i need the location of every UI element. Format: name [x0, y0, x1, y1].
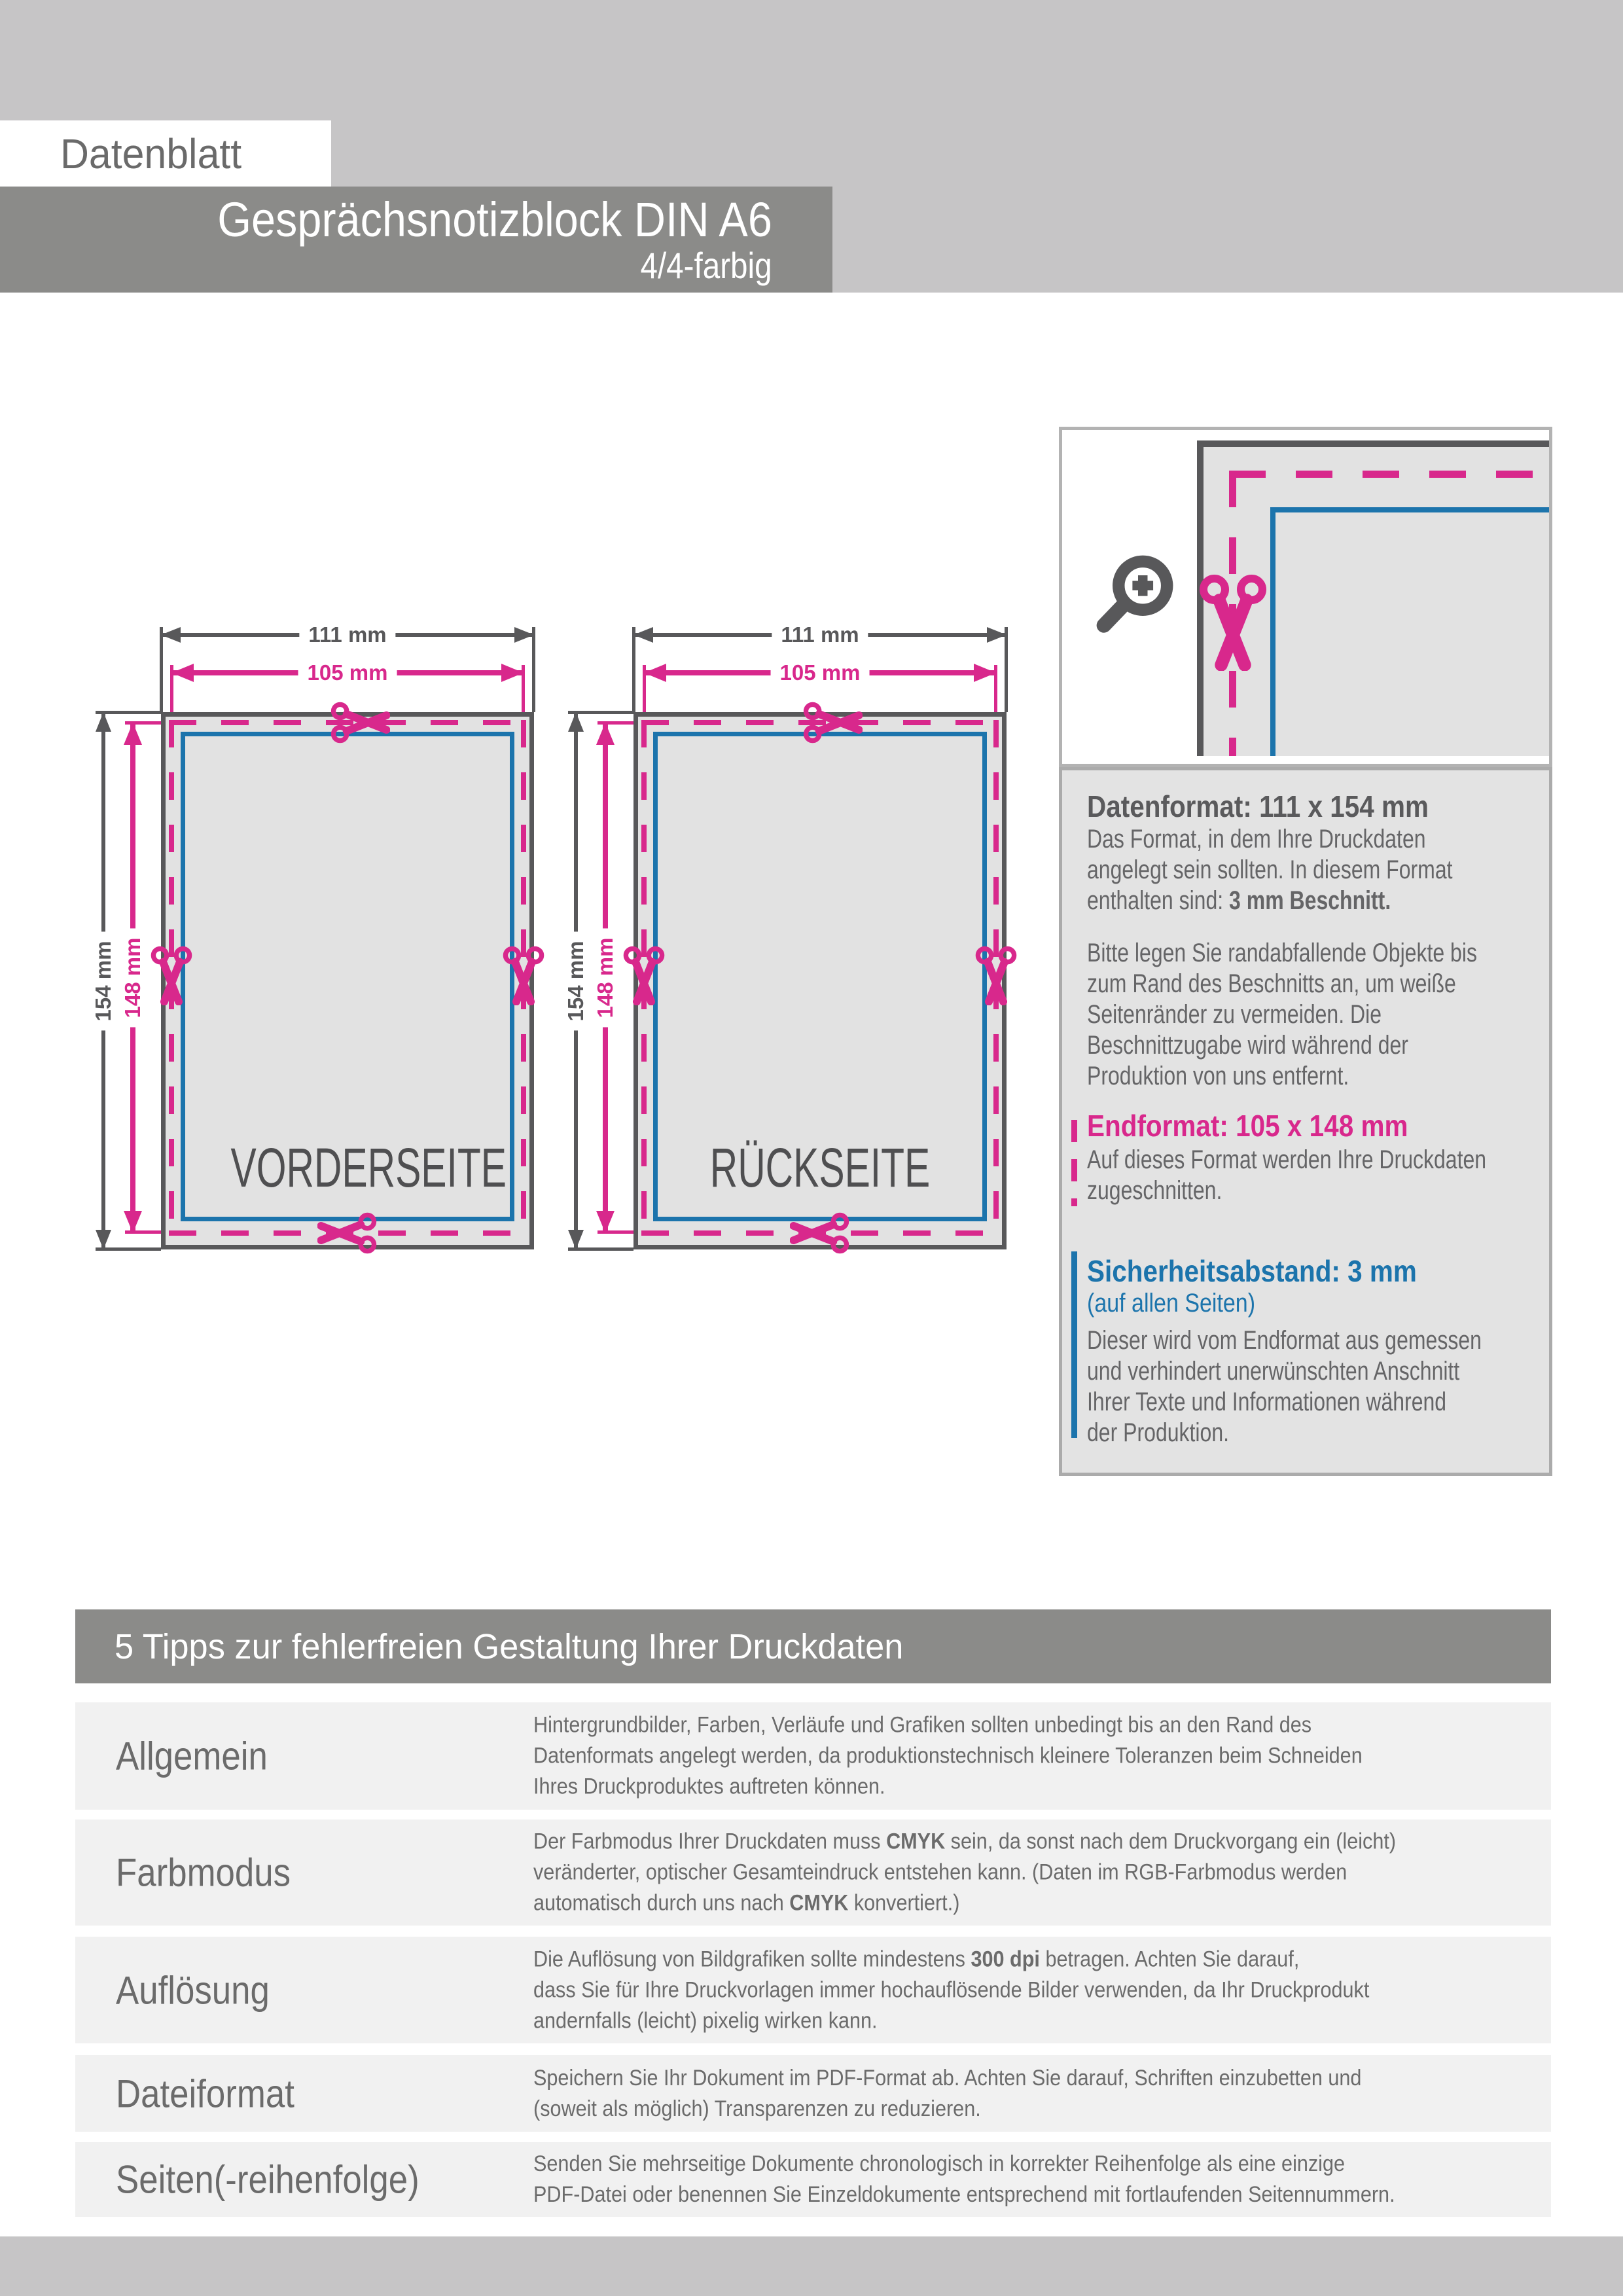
product-subtitle: 4/4-farbig [640, 245, 772, 286]
product-title: Gesprächsnotizblock DIN A6 [217, 192, 772, 247]
datenformat-text-2: Bitte legen Sie randabfallende Objekte bis zum Rand des Beschnitts an, um weiße Seitenränder zu vermeiden. Die Beschnittzugabe wird während der Produktion von uns entfernt. [1087, 939, 1477, 1090]
title-bar [0, 187, 832, 293]
dimension-outer-width [161, 622, 534, 647]
sicherheitsabstand-accent-line [1071, 1251, 1077, 1438]
dimension-outer-height [91, 712, 115, 1249]
diagram-back [535, 609, 1020, 1263]
scissors-icon [614, 945, 674, 1005]
tip-text: Senden Sie mehrseitige Dokumente chronologisch in korrekter Reihenfolge als eine einzige PDF-Datei oder benennen Sie Einzeldokumente entsprechend mit fortlaufenden Seitennummern. [533, 2151, 1395, 2207]
dimension-outer-width [633, 622, 1007, 647]
tips-header-bar [75, 1609, 1551, 1683]
side-label: VORDERSEITE [230, 1137, 507, 1198]
dimension-trim-height [120, 723, 145, 1233]
tip-label: Farbmodus [116, 1850, 291, 1895]
tip-label: Seiten(-reihenfolge) [116, 2157, 419, 2202]
tip-label: Dateiformat [116, 2072, 294, 2115]
dimension-trim-width [644, 660, 996, 685]
datenblatt-tag-box [0, 120, 331, 187]
tip-row-aufloesung [75, 1937, 1551, 2043]
scissors-icon [141, 945, 202, 1005]
endformat-text: Auf dieses Format werden Ihre Druckdaten zugeschnitten. [1087, 1145, 1487, 1205]
sicherheitsabstand-text: Dieser wird vom Endformat aus gemessen und verhindert unerwünschten Anschnitt Ihrer Texte und Informationen während der Produktion. [1087, 1326, 1482, 1447]
tip-row-seitenreihenfolge [75, 2142, 1551, 2217]
trim-height-label: 148 mm [119, 929, 147, 1028]
detail-cut-line-horizontal [1229, 471, 1550, 478]
scissors-icon [790, 1203, 850, 1263]
detail-sheet-edge-horizontal [1197, 440, 1550, 447]
tip-label: Auflösung [116, 1968, 270, 2012]
dimension-trim-width [171, 660, 524, 685]
datenblatt-tag: Datenblatt [60, 130, 242, 177]
outer-height-label: 154 mm [90, 931, 117, 1030]
outer-height-label: 154 mm [562, 931, 590, 1030]
extension-line [160, 627, 163, 712]
trim-height-label: 148 mm [592, 929, 619, 1028]
tip-row-dateiformat [75, 2055, 1551, 2132]
tip-row-farbmodus [75, 1820, 1551, 1926]
tip-label: Allgemein [116, 1734, 268, 1778]
scissors-icon [330, 692, 390, 753]
trim-width-label: 105 mm [298, 659, 397, 687]
tip-text: Die Auflösung von Bildgrafiken sollte mindestens 300 dpi betragen. Achten Sie darauf, dass Sie für Ihre Druckvorlagen immer hochauflösende Bilder verwenden, da Ihr Druckprodukt andernfalls (leicht) pixelig wirken kann. [533, 1946, 1370, 2033]
trim-width-label: 105 mm [771, 659, 870, 687]
sicherheitsabstand-heading: Sicherheitsabstand: 3 mm [1087, 1254, 1417, 1288]
format-info-panel [1059, 767, 1552, 1476]
diagram-front [63, 609, 547, 1263]
tips-header: 5 Tipps zur fehlerfreien Gestaltung Ihrer Druckdaten [115, 1626, 904, 1666]
tip-row-allgemein [75, 1702, 1551, 1810]
magnifier-icon [1094, 549, 1180, 639]
tip-text: Speichern Sie Ihr Dokument im PDF-Format ab. Achten Sie darauf, Schriften einzubetten und (soweit als möglich) Transparenzen zu reduzieren. [533, 2065, 1362, 2121]
tip-text: Der Farbmodus Ihrer Druckdaten muss CMYK sein, da sonst nach dem Druckvorgang ein (leicht) veränderter, optischer Gesamteindruck entstehen kann. (Daten im RGB-Farbmodus werden automatisch durch uns nach CMYK konvertiert.) [533, 1829, 1397, 1916]
side-label: RÜCKSEITE [709, 1137, 931, 1198]
detail-safety-line-horizontal [1270, 507, 1550, 512]
scissors-icon [802, 692, 863, 753]
extension-line [632, 627, 635, 712]
tip-text: Hintergrundbilder, Farben, Verläufe und Grafiken sollten unbedingt bis an den Rand des Datenformats angelegt werden, da produktionstechnisch kleinere Toleranzen beim Schneiden Ihres Druckproduktes auftreten können. [533, 1712, 1363, 1799]
zoom-detail-box [1059, 427, 1552, 767]
sicherheitsabstand-subheading: (auf allen Seiten) [1087, 1289, 1256, 1318]
dimension-outer-height [563, 712, 588, 1249]
endformat-accent-line [1071, 1120, 1077, 1206]
endformat-heading: Endformat: 105 x 148 mm [1087, 1109, 1408, 1143]
scissors-icon [966, 945, 1026, 1005]
dimension-trim-height [593, 723, 617, 1233]
extension-line [1005, 627, 1008, 712]
scissors-icon [1184, 573, 1282, 671]
outer-width-label: 111 mm [299, 621, 395, 649]
datenformat-text-1: Das Format, in dem Ihre Druckdaten angelegt sein sollten. In diesem Format enthalten sind: 3 mm Beschnitt. [1087, 825, 1453, 915]
datenformat-heading: Datenformat: 111 x 154 mm [1087, 789, 1429, 823]
outer-width-label: 111 mm [772, 621, 868, 649]
scissors-icon [317, 1203, 378, 1263]
footer-band [0, 2236, 1623, 2296]
